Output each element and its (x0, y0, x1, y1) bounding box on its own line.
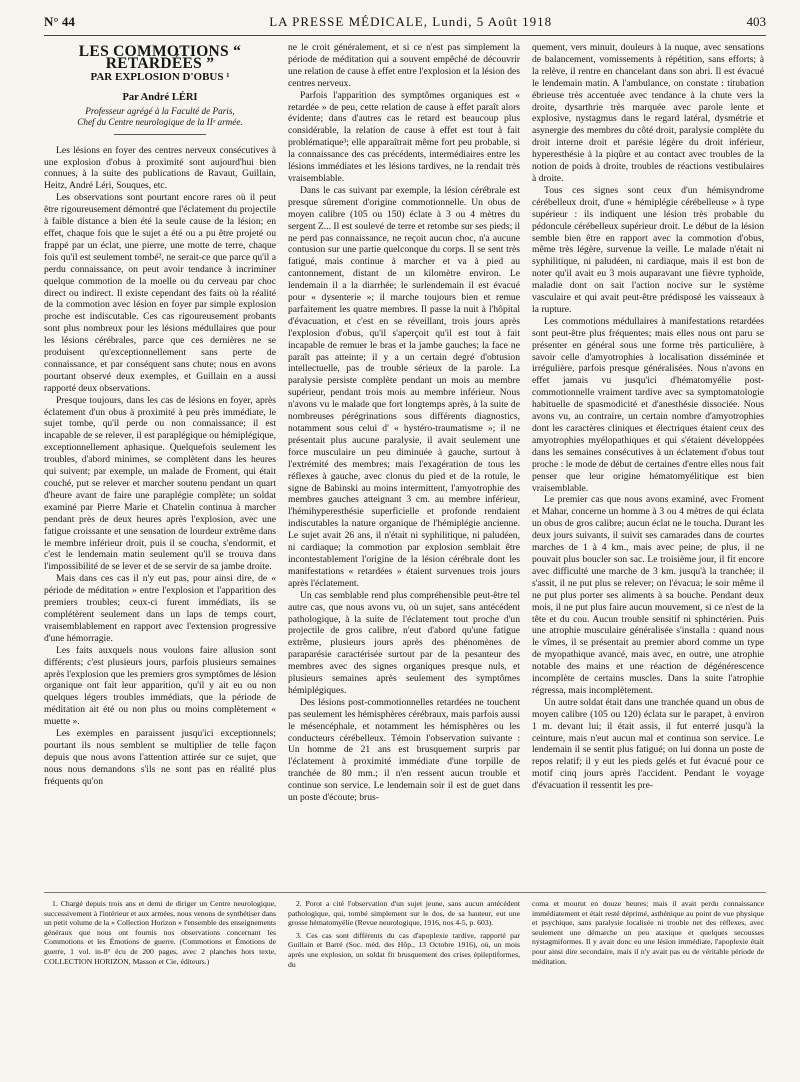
journal-line: LA PRESSE MÉDICALE, Lundi, 5 Août 1918 (269, 14, 553, 29)
footnote: 2. Porot a cité l'observation d'un sujet jeune, sans aucun antécédent pathologique, qui, tombé simplement sur le dos, de sa hauteur, eut une grosse hématomyélie (Revue neurologique, 1916, nos 4-5, p. 603). (288, 899, 520, 928)
text-column-1 (44, 42, 276, 892)
issue-date: Lundi, 5 Août 1918 (432, 14, 553, 29)
footnote-column-2 (288, 899, 520, 972)
paragraph: Les lésions en foyer des centres nerveux consécutives à une explosion d'obus à proximité sont aujourd'hui bien connues, à la suite des publications de Ravaut, Guillain, Heitz, André Léri, Souques, etc. (44, 144, 276, 192)
paragraph: Les exemples en paraissent jusqu'ici exceptionnels; pourtant ils nous semblent se multiplier de telle façon depuis que nous avons l'attention attirée sur ce sujet, que nous nous demandons s'ils ne sont pas en réalité plus fréquents qu'on (44, 728, 276, 787)
paragraph: Le premier cas que nous avons examiné, avec Froment et Mahar, concerne un homme à 3 ou 4 mètres de qui éclata un obus de gros calibre; aucun éclat ne le toucha. Durant les deux jours suivants, il suivit ses camarades dans de courtes marches de 1 à 4 km., mais avec peine; de plus, il ne pouvait plus boucler son sac. Le troisième jour, il fit encore avec difficulté une marche de 3 km. jusqu'à la tranchée; il s'assit, il ne put plus se relever; on l'évacua; le soir même il ne put plus porter ses aliments à sa bouche. Pendant deux mois, il ne put plus faire aucun mouvement, si ce n'est de la tête et du cou. Aucun trouble sensitif ni sphinctérien. Puis une atrophie musculaire généralisée s'installa : quand nous le vîmes, il se présentait au premier abord comme un type de myopathique avancé, mais avec, en outre, une atrophie notable des mains et une réaction de dégénérescence incomplète de certains muscles. Dans la suite l'atrophie régressa, mais incomplètement. (532, 494, 764, 696)
running-head (44, 14, 766, 36)
page-number: 403 (746, 14, 766, 29)
paragraph: Des lésions post-commotionnelles retardées ne touchent pas seulement les hémisphères cérébraux, mais parfois aussi le mésencéphale, et notamment les hémisphères ou les conducteurs cérébelleux. Témoin l'observation suivante : Un homme de 21 ans est brusquement surpris par l'éclatement à proximité immédiate d'une torpille de tranchée de 80 mm.; il n'en ressent aucun trouble et continue son service. Le lendemain soir il est de guet dans un poste d'écoute; brus- (288, 696, 520, 804)
paragraph: Les faits auxquels nous voulons faire allusion sont différents; c'est plusieurs jours, parfois plusieurs semaines après l'explosion que les premiers gros symptômes de lésion organique ont fait leur apparition, qu'il y ait eu ou non quelques légers troubles immédiats, que la période de méditation ait été ou non plus ou moins complètement « muette ». (44, 644, 276, 728)
paragraph: Tous ces signes sont ceux d'un hémisyndrome cérébelleux droit, d'une « hémiplégie cérébelleuse » à type supérieur : ils indiquent une lésion très probable du pédoncule cérébelleux supérieur droit. Le début de la lésion semble bien être en rapport avec la commotion d'obus, même très légère, survenue la veille. Le malade n'était ni syphilitique, ni paludéen, ni cardiaque, mais il est bon de noter qu'il avait eu 3 mois auparavant une fièvre typhoïde, maladie dont on sait l'action nocive sur le système vasculaire et qui avait peut-être prédisposé les vaisseaux à la rupture. (532, 184, 764, 315)
footnote-column-1 (44, 899, 276, 972)
article-title: LES COMMOTIONS “ RETARDÉES ” (78, 43, 242, 72)
footnote: coma et mourut en douze heures; mais il avait perdu connaissance immédiatement et était resté déprimé, asthénique au point de vue physique et psychique, sans paralysie localisée ni trouble net des réflexes, avec seulement une démarche un peu ataxique et quelques secousses nystagmiformes. Il y avait donc eu une lésion immédiate, l'apoplexie était pour ainsi dire secondaire, mais il n'y avait pas eu de véritable période de méditation. (532, 899, 764, 966)
article-author: Par André LÉRI (122, 91, 198, 103)
footnotes (44, 892, 766, 972)
paragraph: Les observations sont pourtant encore rares où il peut être rigoureusement démontré que l'éclatement du projectile à faible distance a bien été la seule cause de la lésion; en effet, chaque fois que le sujet a été ou a pu être projeté ou frappé par un éclat, une pierre, une motte de terre, chaque fois qu'il est seulement tombé², ne serait-ce que parce qu'il a perdu connaissance, on peut avoir tendance à incriminer quelque commotion de la moelle ou du cerveau par choc direct ou indirect. Il existe cependant des faits où la réalité de la commotion avec lésion en foyer par simple explosion proche est indiscutable. Ces cas rigoureusement probants sont plus nombreux pour les lésions médullaires que pour les lésions cérébrales, parce que ces dernières ne se produisent qu'exceptionnellement sans perte de connaissance, et par conséquent sans chute; nous en avons pourtant observé deux exemples, et Guillain en a aussi rapporté deux observations. (44, 192, 276, 394)
paragraph: Parfois l'apparition des symptômes organiques est « retardée » de peu, cette relation de cause à effet paraît alors évidente; dans d'autres cas le retard est beaucoup plus considérable, la relation de cause à effet est tout à fait problématique³; elle apparaîtrait même fort peu probable, si la connaissance des cas précédents, intermédiaires entre les lésions immédiates et les lésions tardives, ne la rendait très vraisemblable. (288, 89, 520, 184)
article-heading (44, 43, 276, 135)
footnote: 1. Chargé depuis trois ans et demi de diriger un Centre neurologique, successivement à l'intérieur et aux armées, nous venons de synthétiser dans un petit volume de la « Collection Horizon » l'ensemble des enseignements généraux que nous ont fournis nos observations concernant les Commotions et les Émotions de guerre. (Commotions et Émotions de guerre, 1 vol. in-8° écu de 200 pages, avec 2 planches hors texte, COLLECTION HORIZON, Masson et Cie, éditeurs.) (44, 899, 276, 966)
text-column-3 (532, 42, 764, 892)
article-subtitle: PAR EXPLOSION D'OBUS ¹ (90, 70, 230, 83)
author-affiliation-2: Chef du Centre neurologique de la IIᵉ armée. (77, 116, 243, 127)
footnote-column-3 (532, 899, 764, 972)
paragraph: quement, vers minuit, douleurs à la nuque, avec sensations de balancement, vomissements à répétition, sans efforts; à la relève, il rentre en chancelant dans son abri. Il est évacué le lendemain matin. A l'ambulance, on constate : titubation ébrieuse très accentuée avec tendance à la chute vers la droite, dysarthrie très marquée avec parole lente et explosive, nystagmus dans le regard latéral, dysmétrie et asynergie des membres du côté droit, paralysie complète du droit interne droit et parésie légère du droit inférieur, hyperesthésie à la piqûre et au contact avec troubles de la notion de poids à droite, troubles de réactions vestibulaires à droite. (532, 42, 764, 184)
issue-number: N° 44 (44, 14, 75, 29)
paragraph: Dans le cas suivant par exemple, la lésion cérébrale est presque sûrement d'origine commotionnelle. Un obus de moyen calibre (105 ou 150) éclate à 3 ou 4 mètres du sergent Z... Il est soulevé de terre et retombe sur ses pieds; il ne perd pas connaissance, ne reçoit aucun choc, n'a aucune contusion sur une partie quelconque du corps. Il se sent très fatigué, mais continue à marcher et va à pied au cantonnement, distant de un kilomètre environ. Le lendemain il a la diarrhée; le surlendemain il est évacué pour « dysenterie »; il marche toujours bien et remue parfaitement les quatre membres. Il passe la nuit à l'hôpital d'évacuation, et c'est en se réveillant, trois jours après l'explosion d'obus, qu'il s'aperçoit qu'il est tout à fait incapable de remuer le bras et la jambe gauches; la face ne paraît pas atteinte; il y a un certain degré d'obtusion intellectuelle, pas de trouble sérieux de la parole. La paralysie persiste complète pendant un mois au membre supérieur, pendant trois mois au membre inférieur. Nous n'avons vu le malade que fort longtemps après, à la suite de nombreuses pérégrinations sous différents diagnostics, notamment sous celui d' « hystéro-traumatisme »; il ne présentait plus aucune paralysie, il avait seulement une force musculaire un peu diminuée à gauche, surtout à l'extrémité des membres; mais l'exagération de tous les réflexes à gauche, avec clonus du pied et de la rotule, le signe de Babinski au moins intermittent, l'amyotrophie des membres gauches atteignant 3 cm. au membre inférieur, l'hémihyperesthésie superficielle et profonde rendaient indiscutables la nature organique de l'hémiplégie ancienne. Le sujet avait 26 ans, il n'était ni syphilitique, ni paludéen, ni cardiaque; la commotion par explosion semblait être incontestablement l'origine de la lésion cérébrale dont les manifestations « retardées » étaient survenues trois jours après l'éclatement. (288, 184, 520, 589)
paragraph: Mais dans ces cas il n'y eut pas, pour ainsi dire, de « période de méditation » entre l'explosion et l'apparition des premiers troubles; ceux-ci furent immédiats, ils se complétèrent seulement dans un laps de temps court, vraisemblablement en rapport avec l'extension progressive d'une hémorragie. (44, 573, 276, 644)
paragraph: Les commotions médullaires à manifestations retardées sont peut-être plus fréquentes; mais elles nous ont paru se présenter en général sous une forme très particulière, à savoir celle d'amyotrophies à localisation disséminée et irrégulière, parfois presque généralisées. Nous n'avons en effet jamais vu jusqu'ici d'hématomyélie post-commotionnelle vraiment tardive avec sa symptomatologie habituelle de spasmodicité et d'anesthésie dissociée. Nous avons vu, au contraire, un certain nombre d'amyotrophies dont les caractères cliniques et électriques étaient ceux des amyotrophies myélopathiques et qui s'étaient développées dans les semaines consécutives à un éclatement d'obus tout proche : le mode de début de certaines d'entre elles nous fait penser que leur origine hématomyélitique est bien vraisemblable. (532, 315, 764, 494)
journal-title: LA PRESSE MÉDICALE (269, 14, 424, 29)
paragraph: Presque toujours, dans les cas de lésions en foyer, après éclatement d'un obus à proximité à peu près immédiate, le sujet tombe, qu'il perde ou non connaissance; il est incapable de se relever, il est paraplégique ou hémiplégique, exceptionnellement aphasique. Quelquefois seulement les troubles, d'abord minimes, se complètent dans les heures qui suivent; par exemple, un malade de Froment, qui était couché, put se relever et marcher soutenu pendant un quart d'heure avant de faire une paraplégie complète; un soldat examiné par Pierre Marie et Chatelin continua à marcher pendant près de deux heures après l'explosion, avec une fatigue croissante et une sensation de lourdeur extrême dans le membre inférieur droit, puis il se coucha, s'endormit, et c'est le lendemain matin seulement qu'il se trouva dans l'impossibilité de se lever et de se servir de sa jambe droite. (44, 394, 276, 573)
paragraph: Un cas semblable rend plus compréhensible peut-être tel autre cas, que nous avons vu, où un sujet, sans antécédent pathologique, à la suite de l'éclatement tout proche d'un projectile de gros calibre, n'eut d'abord qu'une fatigue extrême, plusieurs jours après des phénomènes de paraparésie caractérisée surtout par de la pesanteur des membres avec des signes organiques presque nuls, et plusieurs semaines après seulement des symptômes hémiplégiques. (288, 589, 520, 696)
author-affiliation-1: Professeur agrégé à la Faculté de Paris, (85, 105, 235, 116)
paragraph: ne le croit généralement, et si ce n'est pas simplement la période de méditation qui a souvent empêché de découvrir une relation de cause à effet entre l'explosion et la lésion des centres nerveux. (288, 42, 520, 89)
article-body (44, 42, 766, 892)
footnote: 3. Ces cas sont différents du cas d'apoplexie tardive, rapporté par Guillain et Barré (Soc. méd. des Hôp., 13 Octobre 1916), où, un mois après une explosion, un soldat fit brusquement des crises épileptiformes, du (288, 930, 520, 969)
paragraph: Un autre soldat était dans une tranchée quand un obus de moyen calibre (105 ou 120) éclata sur le parapet, à environ 1 m. devant lui; il était assis, il fut enterré jusqu'à la ceinture, mais n'eut aucun mal et continua son service. Le lendemain il se sentit plus fatigué; on lui donna un poste de repos relatif; il y eut les pieds gelés et fut évacué pour ce motif cinq jours après l'accident. Pendant le voyage d'évacuation il ressentit les pre- (532, 696, 764, 792)
text-column-2 (288, 42, 520, 892)
heading-rule (114, 134, 206, 135)
